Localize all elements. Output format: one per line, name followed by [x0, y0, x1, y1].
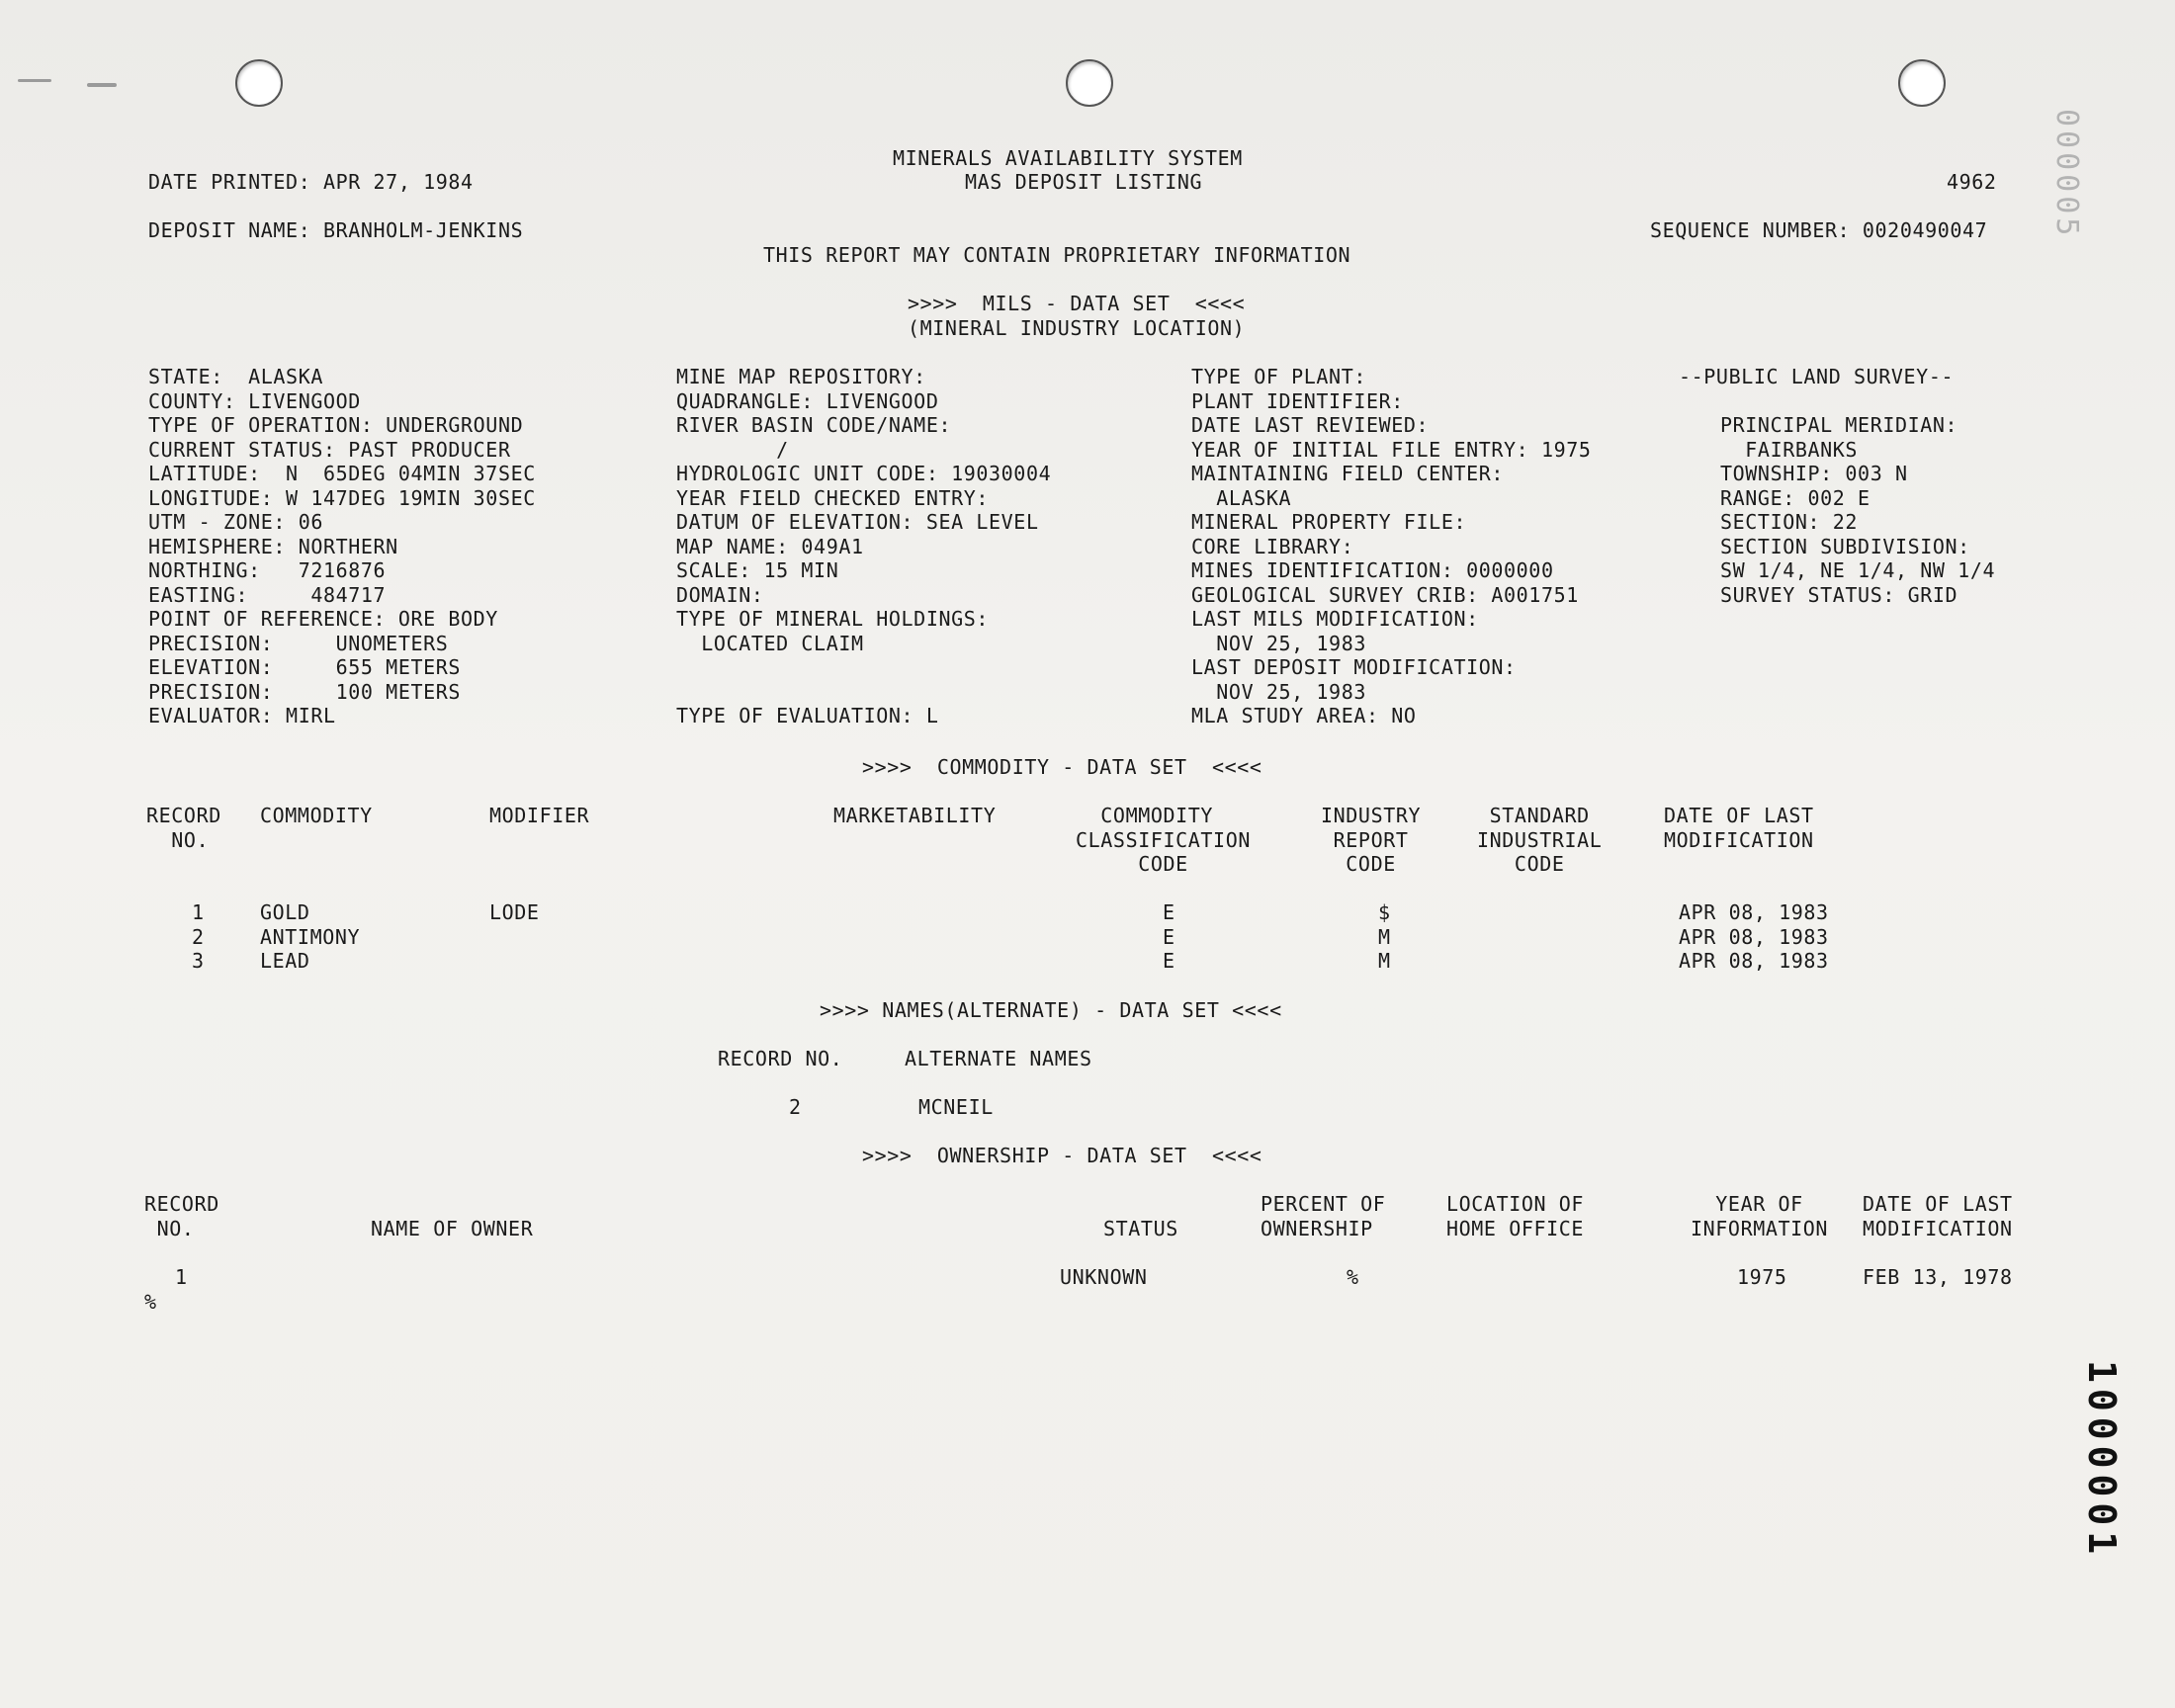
mils-heading: >>>> MILS - DATA SET <<<< — [908, 292, 1246, 315]
commodity-header-marketability: MARKETABILITY — [833, 804, 997, 827]
mils-field: RIVER BASIN CODE/NAME: — [676, 413, 952, 437]
mils-field: GEOLOGICAL SURVEY CRIB: A001751 — [1191, 582, 1579, 607]
ownership-header-percent: PERCENT OF OWNERSHIP — [1261, 1192, 1386, 1240]
ownership-header-year: YEAR OF INFORMATION — [1691, 1192, 1829, 1240]
commodity-header-modifier: MODIFIER — [489, 804, 590, 827]
commodity-cell-no: 2 — [192, 924, 205, 949]
commodity-cell-name: GOLD — [260, 900, 310, 924]
mils-field: MINE MAP REPOSITORY: — [676, 365, 926, 388]
mils-field: DOMAIN: — [676, 582, 764, 607]
mils-field: EVALUATOR: MIRL — [148, 704, 336, 727]
ownership-cell-year: 1975 — [1737, 1265, 1787, 1289]
mils-field: MINERAL PROPERTY FILE: — [1191, 510, 1467, 534]
deposit-name: DEPOSIT NAME: BRANHOLM-JENKINS — [148, 218, 524, 242]
mils-field: DATE LAST REVIEWED: — [1191, 413, 1430, 437]
mils-field: PLANT IDENTIFIER: — [1191, 388, 1404, 413]
ownership-cell-no: 1 — [175, 1265, 188, 1289]
ownership-header-record: RECORD NO. — [144, 1192, 219, 1240]
punch-hole-right — [1898, 59, 1946, 107]
date-printed: DATE PRINTED: APR 27, 1984 — [148, 170, 474, 194]
mils-field: TYPE OF OPERATION: UNDERGROUND — [148, 413, 524, 437]
survey-field: TOWNSHIP: 003 N — [1720, 462, 1908, 485]
mils-field: STATE: ALASKA — [148, 365, 323, 388]
mils-field: POINT OF REFERENCE: ORE BODY — [148, 607, 498, 631]
mils-field: MAP NAME: 049A1 — [676, 534, 864, 558]
commodity-cell-modifier: LODE — [489, 900, 540, 924]
commodity-cell-class: E — [1163, 924, 1175, 949]
commodity-cell-no: 1 — [192, 900, 205, 924]
mils-field: MLA STUDY AREA: NO — [1191, 704, 1417, 727]
commodity-cell-date: APR 08, 1983 — [1679, 924, 1829, 949]
ownership-cell-percent: % — [1347, 1265, 1359, 1289]
ownership-cell-trailing: % — [144, 1289, 157, 1314]
mils-field: COUNTY: LIVENGOOD — [148, 388, 361, 413]
survey-field: SW 1/4, NE 1/4, NW 1/4 — [1720, 558, 1996, 582]
mils-field: TYPE OF EVALUATION: L — [676, 704, 939, 727]
mils-field: YEAR FIELD CHECKED ENTRY: — [676, 485, 990, 510]
commodity-header-date: DATE OF LAST MODIFICATION — [1664, 804, 1814, 852]
mils-field: / — [676, 437, 789, 462]
mils-field: CORE LIBRARY: — [1191, 534, 1354, 558]
mils-field: CURRENT STATUS: PAST PRODUCER — [148, 437, 511, 462]
mils-field: TYPE OF MINERAL HOLDINGS: — [676, 607, 990, 631]
mils-field: HYDROLOGIC UNIT CODE: 19030004 — [676, 462, 1052, 485]
names-heading: >>>> NAMES(ALTERNATE) - DATA SET <<<< — [820, 998, 1282, 1022]
mils-field: NORTHING: 7216876 — [148, 558, 387, 582]
survey-field: SECTION: 22 — [1720, 510, 1859, 534]
survey-field: FAIRBANKS — [1720, 437, 1859, 462]
sequence-number: SEQUENCE NUMBER: 0020490047 — [1650, 218, 1988, 242]
punch-hole-center — [1066, 59, 1113, 107]
mils-field: LAST MILS MODIFICATION: — [1191, 607, 1479, 631]
scan-mark — [18, 79, 51, 82]
mils-field: DATUM OF ELEVATION: SEA LEVEL — [676, 510, 1039, 534]
ownership-header-date: DATE OF LAST MODIFICATION — [1863, 1192, 2013, 1240]
system-title: MINERALS AVAILABILITY SYSTEM — [893, 146, 1243, 170]
mils-field: HEMISPHERE: NORTHERN — [148, 534, 398, 558]
mils-field: PRECISION: 100 METERS — [148, 679, 462, 704]
ownership-header-location: LOCATION OF HOME OFFICE — [1446, 1192, 1585, 1240]
scan-mark — [87, 83, 117, 87]
names-cell-name: MCNEIL — [918, 1095, 994, 1119]
commodity-cell-date: APR 08, 1983 — [1679, 900, 1829, 924]
report-number: 4962 — [1947, 170, 1997, 194]
mils-field: EASTING: 484717 — [148, 582, 387, 607]
mils-field: LOCATED CLAIM — [676, 631, 864, 655]
mils-subheading: (MINERAL INDUSTRY LOCATION) — [908, 316, 1246, 340]
names-header-names: ALTERNATE NAMES — [905, 1047, 1092, 1070]
survey-field: --PUBLIC LAND SURVEY-- — [1679, 365, 1955, 388]
commodity-header-record: RECORD NO. — [146, 804, 221, 852]
commodity-cell-report: $ — [1378, 900, 1391, 924]
ownership-cell-status: UNKNOWN — [1060, 1265, 1148, 1289]
mils-field: NOV 25, 1983 — [1191, 679, 1366, 704]
commodity-cell-report: M — [1378, 949, 1391, 973]
mils-field: NOV 25, 1983 — [1191, 631, 1366, 655]
mils-field: SCALE: 15 MIN — [676, 558, 839, 582]
ownership-header-owner: NAME OF OWNER — [371, 1216, 534, 1240]
names-cell-no: 2 — [789, 1095, 802, 1119]
commodity-header-commodity: COMMODITY — [260, 804, 373, 827]
mils-field: LAST DEPOSIT MODIFICATION: — [1191, 655, 1517, 679]
mils-field: QUADRANGLE: LIVENGOOD — [676, 388, 939, 413]
commodity-cell-class: E — [1163, 900, 1175, 924]
mils-field: UTM - ZONE: 06 — [148, 510, 323, 534]
bates-stamp-top: 000005 — [2049, 109, 2084, 240]
mils-field: TYPE OF PLANT: — [1191, 365, 1366, 388]
mils-field: ELEVATION: 655 METERS — [148, 655, 462, 679]
commodity-heading: >>>> COMMODITY - DATA SET <<<< — [862, 755, 1262, 779]
survey-field: SURVEY STATUS: GRID — [1720, 582, 1958, 607]
mils-field: MAINTAINING FIELD CENTER: — [1191, 462, 1505, 485]
commodity-header-sic: STANDARD INDUSTRIAL CODE — [1477, 804, 1603, 876]
commodity-header-industry: INDUSTRY REPORT CODE — [1321, 804, 1422, 876]
mils-field: YEAR OF INITIAL FILE ENTRY: 1975 — [1191, 437, 1592, 462]
mils-field: MINES IDENTIFICATION: 0000000 — [1191, 558, 1554, 582]
commodity-cell-report: M — [1378, 924, 1391, 949]
commodity-cell-class: E — [1163, 949, 1175, 973]
commodity-cell-name: ANTIMONY — [260, 924, 361, 949]
commodity-cell-name: LEAD — [260, 949, 310, 973]
ownership-heading: >>>> OWNERSHIP - DATA SET <<<< — [862, 1144, 1262, 1167]
commodity-cell-no: 3 — [192, 949, 205, 973]
bates-stamp-bottom: 1000001 — [2080, 1360, 2124, 1561]
names-header-record: RECORD NO. — [718, 1047, 843, 1070]
commodity-cell-date: APR 08, 1983 — [1679, 949, 1829, 973]
ownership-cell-date: FEB 13, 1978 — [1863, 1265, 2013, 1289]
ownership-header-status: STATUS — [1103, 1216, 1178, 1240]
survey-field: RANGE: 002 E — [1720, 485, 1870, 510]
mils-field: ALASKA — [1191, 485, 1292, 510]
mils-field: LONGITUDE: W 147DEG 19MIN 30SEC — [148, 485, 536, 510]
survey-field: PRINCIPAL MERIDIAN: — [1720, 413, 1958, 437]
listing-title: MAS DEPOSIT LISTING — [965, 170, 1203, 194]
punch-hole-left — [235, 59, 283, 107]
mils-field: PRECISION: UNOMETERS — [148, 631, 449, 655]
survey-field: SECTION SUBDIVISION: — [1720, 534, 1970, 558]
commodity-header-classification: COMMODITY CLASSIFICATION CODE — [1076, 804, 1251, 876]
proprietary-notice: THIS REPORT MAY CONTAIN PROPRIETARY INFORMATION — [763, 243, 1351, 267]
mils-field: LATITUDE: N 65DEG 04MIN 37SEC — [148, 462, 536, 485]
